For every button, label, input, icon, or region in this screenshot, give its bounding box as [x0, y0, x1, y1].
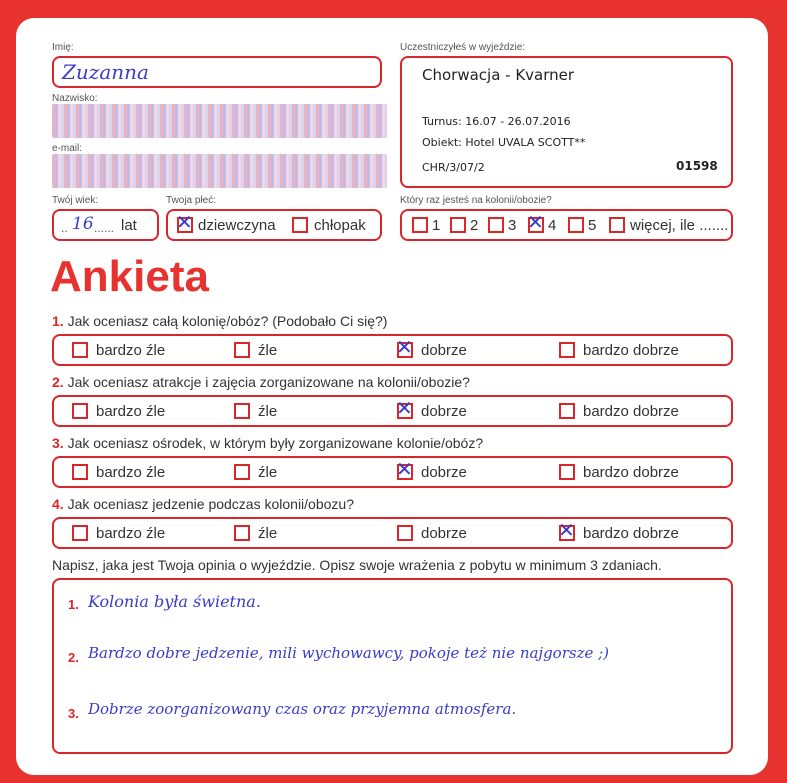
- rating-checkbox[interactable]: [396, 335, 413, 359]
- name-field[interactable]: [52, 56, 382, 88]
- rating-option-label: bardzo źle: [96, 403, 166, 420]
- age-dots-after: ......: [94, 221, 115, 235]
- age-dots-before: ..: [61, 221, 68, 235]
- count-checkbox-more[interactable]: [609, 217, 625, 233]
- gender-option-girl: dziewczyna: [198, 217, 276, 234]
- check-mark-icon: ✕: [396, 457, 413, 481]
- rating-option-label: dobrze: [421, 525, 467, 542]
- trip-name: Chorwacja - Kvarner: [422, 66, 575, 84]
- gender-label: Twoja płeć:: [166, 195, 217, 206]
- rating-row-2: [52, 395, 733, 427]
- age-value: 16: [72, 214, 94, 234]
- opinion-text-2: Bardzo dobre jedzenie, mili wychowawcy, pokoje też nie najgorsze ;): [88, 644, 610, 662]
- question-number: 2.: [52, 374, 64, 390]
- count-option-4: 4: [548, 217, 557, 234]
- count-checkbox-3[interactable]: [488, 217, 504, 233]
- trip-obiekt: Obiekt: Hotel UVALA SCOTT**: [422, 136, 586, 149]
- name-label: Imię:: [52, 42, 74, 53]
- question-4: [52, 496, 354, 512]
- page-title: Ankieta: [50, 252, 209, 301]
- rating-option-label: źle: [258, 525, 278, 542]
- opinion-number-3: 3.: [68, 706, 79, 721]
- rating-option-label: bardzo dobrze: [583, 464, 679, 481]
- rating-checkbox[interactable]: [234, 403, 250, 419]
- count-option-5: 5: [588, 217, 597, 234]
- question-text: Jak oceniasz całą kolonię/obóz? (Podobało Ci się?): [67, 313, 388, 329]
- age-label: Twój wiek:: [52, 195, 99, 206]
- opinion-number-2: 2.: [68, 650, 79, 665]
- surname-label: Nazwisko:: [52, 93, 98, 104]
- trip-turnus: Turnus: 16.07 - 26.07.2016: [422, 115, 571, 128]
- age-unit: lat: [121, 217, 137, 234]
- rating-option-label: bardzo dobrze: [583, 403, 679, 420]
- question-number: 4.: [52, 496, 64, 512]
- count-checkbox-1[interactable]: [412, 217, 428, 233]
- rating-option-label: źle: [258, 464, 278, 481]
- rating-checkbox[interactable]: [559, 464, 575, 480]
- rating-checkbox[interactable]: [396, 457, 413, 481]
- question-number: 3.: [52, 435, 64, 451]
- check-mark-icon: ✕: [396, 335, 413, 359]
- name-value: Zuzanna: [62, 60, 149, 84]
- rating-option-label: dobrze: [421, 342, 467, 359]
- rating-checkbox[interactable]: [72, 464, 88, 480]
- rating-checkbox[interactable]: [72, 403, 88, 419]
- count-option-3: 3: [508, 217, 517, 234]
- opinion-number-1: 1.: [68, 597, 79, 612]
- check-mark-icon: ✕: [176, 210, 193, 234]
- email-label: e-mail:: [52, 143, 83, 154]
- check-mark-icon: ✕: [527, 210, 544, 234]
- trip-number: 01598: [676, 159, 718, 173]
- rating-checkbox[interactable]: [559, 342, 575, 358]
- rating-checkbox[interactable]: [234, 464, 250, 480]
- rating-option-label: bardzo źle: [96, 464, 166, 481]
- opinion-text-1: Kolonia była świetna.: [88, 592, 261, 611]
- rating-row-1: [52, 334, 733, 366]
- trip-code: CHR/3/07/2: [422, 161, 485, 174]
- rating-checkbox[interactable]: [559, 403, 575, 419]
- question-number: 1.: [52, 313, 64, 329]
- rating-option-label: źle: [258, 403, 278, 420]
- rating-option-label: źle: [258, 342, 278, 359]
- question-3: [52, 435, 483, 451]
- count-checkbox-4[interactable]: [527, 210, 544, 234]
- count-checkbox-5[interactable]: [568, 217, 584, 233]
- question-text: Jak oceniasz ośrodek, w którym były zorganizowane kolonie/obóz?: [67, 435, 484, 451]
- rating-checkbox[interactable]: [72, 525, 88, 541]
- count-label: Który raz jesteś na kolonii/obozie?: [400, 195, 552, 206]
- opinion-box[interactable]: [52, 578, 733, 754]
- count-checkbox-2[interactable]: [450, 217, 466, 233]
- rating-option-label: dobrze: [421, 464, 467, 481]
- rating-checkbox[interactable]: [234, 525, 250, 541]
- gender-field: [166, 209, 382, 241]
- rating-option-label: bardzo dobrze: [583, 525, 679, 542]
- question-1: [52, 313, 387, 329]
- trip-info-box: [400, 56, 733, 188]
- opinion-text-3: Dobrze zoorganizowany czas oraz przyjemna atmosfera.: [88, 700, 517, 718]
- opinion-prompt: Napisz, jaka jest Twoja opinia o wyjeździe. Opisz swoje wrażenia z pobytu w minimum 3 zdaniach.: [52, 557, 662, 573]
- surname-redacted: [52, 104, 387, 138]
- gender-checkbox-boy[interactable]: [292, 217, 308, 233]
- count-field: [400, 209, 733, 241]
- rating-checkbox[interactable]: [396, 396, 413, 420]
- gender-checkbox-girl[interactable]: [176, 210, 193, 234]
- rating-row-4: [52, 517, 733, 549]
- count-option-2: 2: [470, 217, 479, 234]
- count-option-more: więcej, ile .......: [630, 217, 729, 234]
- rating-checkbox[interactable]: [397, 525, 413, 541]
- rating-checkbox[interactable]: [558, 518, 575, 542]
- rating-option-label: bardzo źle: [96, 525, 166, 542]
- rating-option-label: dobrze: [421, 403, 467, 420]
- question-text: Jak oceniasz jedzenie podczas kolonii/obozu?: [67, 496, 354, 512]
- rating-checkbox[interactable]: [72, 342, 88, 358]
- email-redacted: [52, 154, 387, 188]
- trip-label: Uczestniczyłeś w wyjeździe:: [400, 42, 526, 53]
- rating-checkbox[interactable]: [234, 342, 250, 358]
- count-option-1: 1: [432, 217, 441, 234]
- gender-option-boy: chłopak: [314, 217, 366, 234]
- check-mark-icon: ✕: [396, 396, 413, 420]
- check-mark-icon: ✕: [558, 518, 575, 542]
- rating-row-3: [52, 456, 733, 488]
- age-field[interactable]: [52, 209, 159, 241]
- question-text: Jak oceniasz atrakcje i zajęcia zorganizowane na kolonii/obozie?: [67, 374, 470, 390]
- rating-option-label: bardzo dobrze: [583, 342, 679, 359]
- question-2: [52, 374, 470, 390]
- rating-option-label: bardzo źle: [96, 342, 166, 359]
